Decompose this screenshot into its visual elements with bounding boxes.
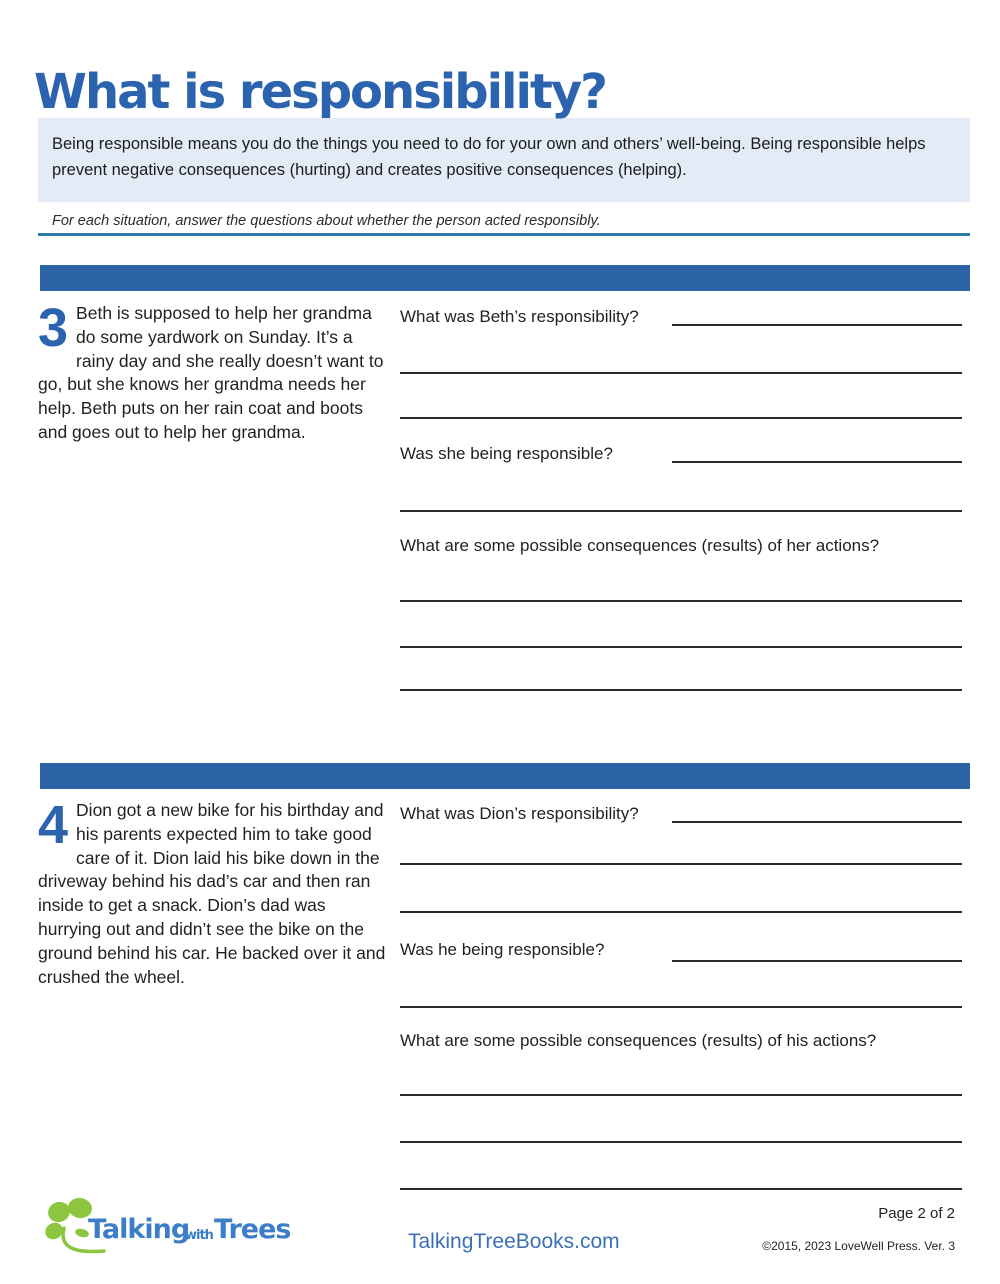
- answer-line[interactable]: [400, 1188, 962, 1190]
- answer-line[interactable]: [400, 689, 962, 691]
- story-paragraph-4: [38, 795, 392, 989]
- question-label: What are some possible consequences (results) of his actions?: [400, 1031, 877, 1050]
- page-title: What is responsibility?: [34, 64, 607, 120]
- answer-line[interactable]: [400, 1141, 962, 1143]
- answer-line[interactable]: [400, 600, 962, 602]
- answer-line[interactable]: [400, 863, 962, 865]
- logo-text-trees: Trees: [214, 1214, 291, 1245]
- answer-line[interactable]: [400, 372, 962, 374]
- answer-line[interactable]: [400, 510, 962, 512]
- logo-text-with: with: [185, 1228, 213, 1243]
- section-number-3: 3: [38, 298, 69, 358]
- logo-text-talking: Talking: [88, 1214, 190, 1245]
- question-label: What was Dion’s responsibility?: [400, 804, 639, 823]
- answer-line[interactable]: [672, 324, 962, 326]
- divider-rule: [38, 233, 970, 236]
- footer-logo: [42, 1198, 312, 1268]
- section-header-bar-3: [40, 265, 970, 291]
- intro-box: [38, 118, 970, 202]
- question-label: What are some possible consequences (results) of her actions?: [400, 536, 880, 555]
- answer-line[interactable]: [400, 646, 962, 648]
- answer-line[interactable]: [400, 417, 962, 419]
- answer-line[interactable]: [400, 1006, 962, 1008]
- answer-line[interactable]: [672, 960, 962, 962]
- answer-line[interactable]: [672, 821, 962, 823]
- section-number-4: 4: [38, 795, 69, 855]
- answer-line[interactable]: [400, 1094, 962, 1096]
- section-header-bar-4: [40, 763, 970, 789]
- intro-text: Being responsible means you do the things you need to do for your own and others’ well-being. Being responsible helps prevent negative consequences (hurting) and creates positive consequences (helping).: [52, 135, 926, 179]
- question-label: Was she being responsible?: [400, 444, 613, 463]
- story-text-3: Beth is supposed to help her grandma do some yardwork on Sunday. It’s a rainy day and she really doesn’t want to go, but she knows her grandma needs her help. Beth puts on her rain coat and boots and goes out to help her grandma.: [38, 303, 384, 442]
- answer-line[interactable]: [400, 911, 962, 913]
- instruction-text: For each situation, answer the questions about whether the person acted responsibly.: [52, 213, 601, 229]
- page-number: Page 2 of 2: [878, 1205, 955, 1222]
- answer-line[interactable]: [672, 461, 962, 463]
- question-label: Was he being responsible?: [400, 940, 605, 959]
- website-link[interactable]: TalkingTreeBooks.com: [408, 1230, 620, 1253]
- copyright-text: ©2015, 2023 LoveWell Press. Ver. 3: [762, 1239, 955, 1253]
- story-paragraph-3: [38, 298, 392, 445]
- question-label: What was Beth’s responsibility?: [400, 307, 639, 326]
- story-text-4: Dion got a new bike for his birthday and his parents expected him to take good care of it. Dion laid his bike down in the driveway behind his dad’s car and then ran inside to get a snack. Dion’s dad was hurrying out and didn’t see the bike on the ground behind his car. He backed over it and crushed the wheel.: [38, 800, 386, 987]
